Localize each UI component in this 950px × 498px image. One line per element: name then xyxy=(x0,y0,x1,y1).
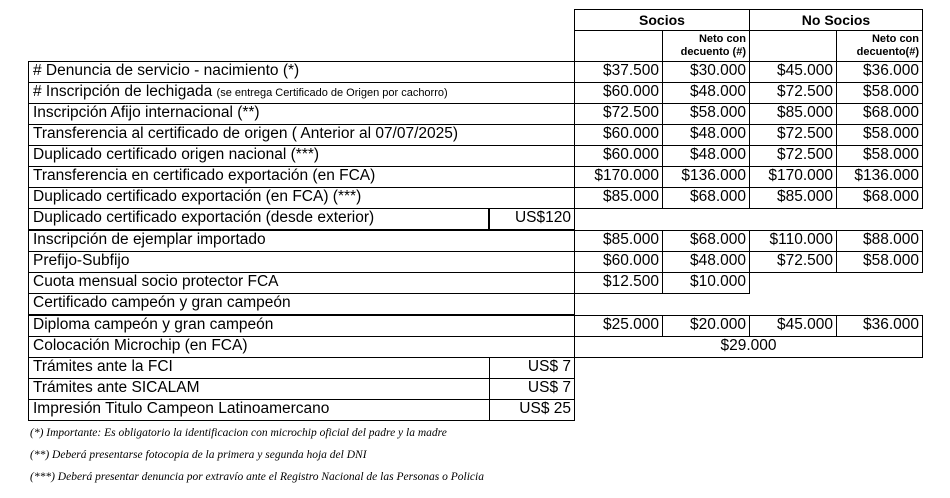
socios-price: $37.500 xyxy=(574,61,663,83)
usd-price: US$ 7 xyxy=(489,378,575,400)
flat-price: $29.000 xyxy=(574,336,923,358)
row-label: Diploma campeón y gran campeón xyxy=(28,315,575,337)
no-socios-price: $72.500 xyxy=(749,82,837,104)
row-label: Duplicado certificado exportación (en FCA) (***) xyxy=(28,187,575,209)
socios-price: $85.000 xyxy=(574,230,663,252)
row-label: Trámites ante SICALAM xyxy=(28,378,490,400)
note-1: (*) Importante: Es obligatorio la identificacion con microchip oficial del padre y la madre xyxy=(30,427,447,439)
row-label: Impresión Titulo Campeon Latinoamercano xyxy=(28,399,490,421)
row-label: Inscripción de ejemplar importado xyxy=(28,230,575,252)
socios-neto-price: $10.000 xyxy=(662,272,750,294)
socios-neto-price: $58.000 xyxy=(662,103,750,125)
socios-neto-price: $48.000 xyxy=(662,251,750,273)
no-socios-price: $170.000 xyxy=(749,166,837,188)
no-socios-neto-price: $58.000 xyxy=(836,251,923,273)
no-socios-neto-price: $58.000 xyxy=(836,124,923,146)
row-label xyxy=(28,82,575,104)
no-socios-neto-price: $136.000 xyxy=(836,166,923,188)
usd-price: US$120 xyxy=(489,208,575,230)
socios-neto-price: $48.000 xyxy=(662,145,750,167)
usd-price: US$ 7 xyxy=(489,357,575,379)
row-label: Inscripción Afijo internacional (**) xyxy=(28,103,575,125)
row-label: # Denuncia de servicio - nacimiento (*) xyxy=(28,61,575,83)
usd-price: US$ 25 xyxy=(489,399,575,421)
row-label: Certificado campeón y gran campeón xyxy=(28,293,575,315)
row-label: Duplicado certificado origen nacional (***) xyxy=(28,145,575,167)
no-socios-price: $72.500 xyxy=(749,251,837,273)
socios-price: $25.000 xyxy=(574,315,663,337)
no-socios-price: $85.000 xyxy=(749,187,837,209)
socios-neto-price: $68.000 xyxy=(662,187,750,209)
socios-price: $72.500 xyxy=(574,103,663,125)
socios-price: $12.500 xyxy=(574,272,663,294)
no-socios-price: $45.000 xyxy=(749,315,837,337)
row-label-note: (se entrega Certificado de Origen por cachorro) xyxy=(216,87,448,99)
socios-neto-price: $136.000 xyxy=(662,166,750,188)
no-socios-neto-price: $68.000 xyxy=(836,103,923,125)
socios-neto-header: Neto con decuento (#) xyxy=(662,30,750,62)
no-socios-neto-price: $58.000 xyxy=(836,145,923,167)
socios-neto-price: $48.000 xyxy=(662,124,750,146)
socios-neto-price: $48.000 xyxy=(662,82,750,104)
note-3: (***) Deberá presentar denuncia por extravío ante el Registro Nacional de las Personas o Policia xyxy=(30,471,484,483)
row-label: Duplicado certificado exportación (desde exterior) xyxy=(28,208,489,230)
row-label: Transferencia en certificado exportación (en FCA) xyxy=(28,166,575,188)
note-2: (**) Deberá presentarse fotocopia de la primera y segunda hoja del DNI xyxy=(30,449,367,461)
no-socios-neto-price: $58.000 xyxy=(836,82,923,104)
socios-header: Socios xyxy=(574,9,750,31)
row-label: Prefijo-Subfijo xyxy=(28,251,575,273)
no-socios-price: $45.000 xyxy=(749,61,837,83)
row-label: Trámites ante la FCI xyxy=(28,357,490,379)
no-socios-header: No Socios xyxy=(749,9,923,31)
socios-price: $60.000 xyxy=(574,124,663,146)
socios-list-header xyxy=(574,30,663,62)
no-socios-neto-price: $36.000 xyxy=(836,61,923,83)
no-socios-price: $72.500 xyxy=(749,124,837,146)
socios-neto-price: $68.000 xyxy=(662,230,750,252)
row-label: Colocación Microchip (en FCA) xyxy=(28,336,575,358)
row-label: Cuota mensual socio protector FCA xyxy=(28,272,575,294)
no-socios-neto-price: $68.000 xyxy=(836,187,923,209)
socios-price: $60.000 xyxy=(574,82,663,104)
socios-price: $85.000 xyxy=(574,187,663,209)
no-socios-list-header xyxy=(749,30,837,62)
no-socios-price: $85.000 xyxy=(749,103,837,125)
socios-neto-price: $20.000 xyxy=(662,315,750,337)
socios-neto-price: $30.000 xyxy=(662,61,750,83)
no-socios-neto-header: Neto con decuento(#) xyxy=(836,30,923,62)
socios-price: $60.000 xyxy=(574,145,663,167)
row-label: Transferencia al certificado de origen ( Anterior al 07/07/2025) xyxy=(28,124,575,146)
no-socios-price: $72.500 xyxy=(749,145,837,167)
no-socios-price: $110.000 xyxy=(749,230,837,252)
no-socios-neto-price: $88.000 xyxy=(836,230,923,252)
no-socios-neto-price: $36.000 xyxy=(836,315,923,337)
socios-price: $170.000 xyxy=(574,166,663,188)
row-label-main: # Inscripción de lechigada xyxy=(33,83,213,100)
socios-price: $60.000 xyxy=(574,251,663,273)
